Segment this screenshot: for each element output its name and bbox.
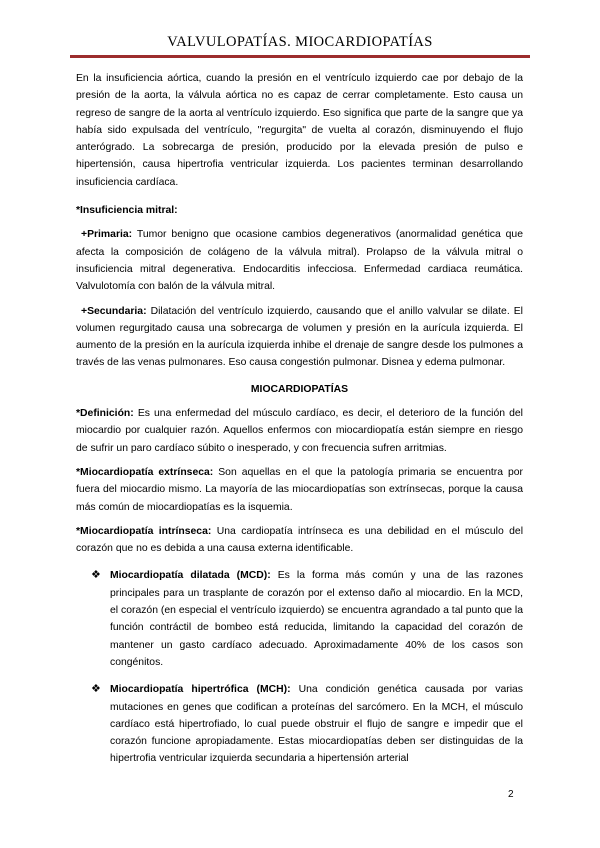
mitral-primary-label: +Primaria: xyxy=(81,229,133,241)
definition-label: *Definición: xyxy=(76,408,134,420)
mitral-insufficiency-heading: *Insuficiencia mitral: xyxy=(76,205,178,217)
list-item xyxy=(91,681,523,767)
diamond-bullet-icon: ❖ xyxy=(91,683,101,696)
mitral-secondary-text: Dilatación del ventrículo izquierdo, causando que el anillo valvular se dilate. El volumen regurgitado causa una sobrecarga de volumen y presión en la aurícula izquierda. El aumento de la presión en la aurícula izquierda inhibe el drenaje de sangre desde los pulmones a través de las venas pulmonares. Eso causa congestión pulmonar. Disnea y edema pulmonar. xyxy=(76,305,523,369)
document-body xyxy=(76,70,523,768)
mitral-primary-paragraph xyxy=(76,226,523,295)
dilated-cardiomyopathy-text: Es la forma más común y una de las razones principales para un trasplante de corazón por el extenso daño al miocardio. En la MCD, el corazón (en especial el ventrículo izquierdo) se encuentra agrandado a tal punto que la función contráctil de bombeo está reducida, limitando la capacidad del corazón de mantener un gasto cardíaco adecuado. Aproximadamente 40% de los casos son congénitos. xyxy=(110,570,524,668)
intrinsic-paragraph xyxy=(76,523,523,558)
diamond-bullet-icon: ❖ xyxy=(91,569,101,582)
definition-paragraph xyxy=(76,405,523,457)
header-divider xyxy=(70,55,530,58)
definition-text: Es una enfermedad del músculo cardíaco, es decir, el deterioro de la función del miocardio por cualquier razón. Aquellos enfermos con miocardiopatía están siempre en riesgo de sufrir un paro cardíaco súbito o inesperado, y con frecuencia sufren arritmias. xyxy=(76,408,523,454)
mitral-secondary-label: +Secundaria: xyxy=(81,305,147,317)
extrinsic-label: *Miocardiopatía extrínseca: xyxy=(76,466,214,478)
page-title: VALVULOPATÍAS. MIOCARDIOPATÍAS xyxy=(167,34,433,50)
intrinsic-text: Una cardiopatía intrínseca es una debilidad en el músculo del corazón que no es debida a una causa externa identificable. xyxy=(76,525,523,555)
page-number: 2 xyxy=(508,789,514,800)
mitral-secondary-paragraph xyxy=(76,303,523,372)
aortic-insufficiency-paragraph: En la insuficiencia aórtica, cuando la presión en el ventrículo izquierdo cae por debajo de la presión de la aorta, la válvula aórtica no es capaz de cerrar completamente. Esto causa un regreso de sangre de la aorta al ventrículo izquierdo. Eso significa que parte de la sangre que ya había sido expulsada del ventrículo, "regurgita" de vuelta al corazón, disminuyendo el flujo anterógrado. La sobrecarga de presión, producido por la elevada presión de pulso e hipertensión, causa hipertrofia ventricular izquierda. Los pacientes terminan desarrollando insuficiencia cardíaca. xyxy=(76,73,523,188)
section-title-miocardiopatias: MIOCARDIOPATÍAS xyxy=(250,383,349,395)
list-item xyxy=(91,567,523,671)
mitral-primary-text: Tumor benigno que ocasione cambios degenerativos (anormalidad genética que afecta la composición de colágeno de la válvula mitral). Prolapso de la válvula mitral o insuficiencia mitral degenerativa. Endocarditis infecciosa. Enfermedad cardiaca reumática. Valvulotomía con balón de la válvula mitral. xyxy=(76,229,523,293)
extrinsic-text: Son aquellas en el que la patología primaria se encuentra por fuera del miocardio mismo. La mayoría de las miocardiopatías son extrínsecas, porque la causa más común de miocardiopatías es la isquemia. xyxy=(76,466,524,513)
hypertrophic-cardiomyopathy-label: Miocardiopatía hipertrófica (MCH): xyxy=(110,684,291,696)
dilated-cardiomyopathy-label: Miocardiopatía dilatada (MCD): xyxy=(110,570,271,582)
intrinsic-label: *Miocardiopatía intrínseca: xyxy=(76,525,212,537)
hypertrophic-cardiomyopathy-text: Una condición genética causada por varias mutaciones en genes que codifican a proteínas del sarcómero. En la MCH, el músculo cardíaco está hipertrofiado, lo cual puede obstruir el flujo de sangre e impedir que el corazón funcione apropiadamente. Estas miocardiopatías deben ser distinguidas de la hipertrofia ventricular izquierda secundaria a hipertensión arterial xyxy=(110,684,523,765)
extrinsic-paragraph xyxy=(76,464,523,516)
